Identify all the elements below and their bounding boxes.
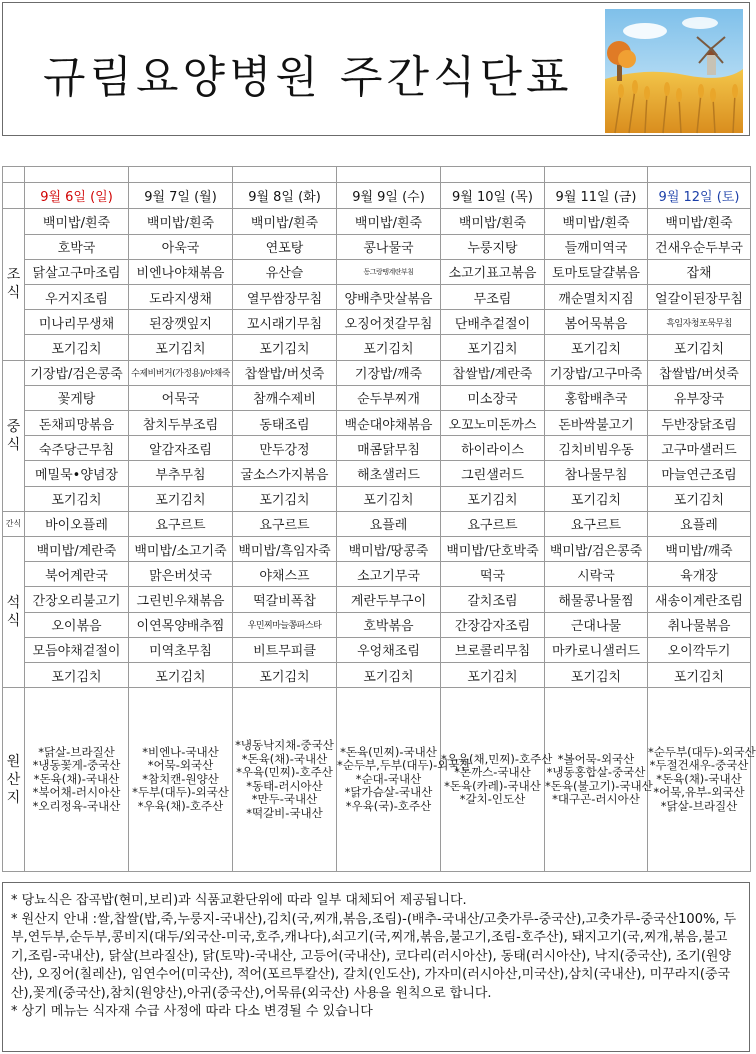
snack-item: 요플레 bbox=[337, 511, 441, 536]
note-origin-info: * 원산지 안내 :쌀,찹쌀(밥,죽,누룽지-국내산),김치(국,찌개,볶음,조림)-(배추-국내산/고춧가루-중국산),고춧가루-중국산100%, 두부,연두부,순두부,콩비지(대두/외국산-미국,호주,캐나다),쇠고기(국,찌개,볶음,불고기,조림-호주산), 돼지고기(국,찌개,볶음,불고기,조림-국내산), 닭살(브라질산), 닭(토막)-국내산, 고등어(국내산), 코다리(러시아산), 동태(러시아산), 낙지(중국산), 조기(원양산), 오징어(칠레산), 임연수어(미국산), 적어(포르투칼산), 갈치(인도산), 가자미(러시아산,미국산),삼치(국내산), 미꾸라지(중국산),꽃게(중국산),참치(원양산),아귀(중국산),어묵류(외국산) 사용을 원칙으로 합니다. bbox=[11, 911, 737, 1001]
menu-item: 비엔나야채볶음 bbox=[129, 259, 233, 284]
origin-entry: *돈육(채)-국내산 bbox=[656, 771, 742, 786]
breakfast-row bbox=[3, 209, 751, 234]
menu-item: 마늘연근조림 bbox=[648, 461, 751, 486]
menu-item: 잡채 bbox=[648, 259, 751, 284]
breakfast-row bbox=[3, 310, 751, 335]
menu-item: 미역초무침 bbox=[129, 637, 233, 662]
menu-item: 갈치조림 bbox=[441, 587, 545, 612]
origin-entry: *냉동꽃게-중국산 bbox=[32, 758, 121, 773]
menu-item: 백미밥/흰죽 bbox=[337, 209, 441, 234]
origin-entry: *냉동낙지채-중국산 bbox=[235, 738, 334, 753]
menu-item: 간장오리불고기 bbox=[25, 587, 129, 612]
menu-item: 근대나물 bbox=[545, 612, 648, 637]
menu-item: 우거지조림 bbox=[25, 284, 129, 309]
menu-item: 야채스프 bbox=[233, 562, 337, 587]
snack-item: 요구르트 bbox=[233, 511, 337, 536]
menu-item: 기장밥/고구마죽 bbox=[545, 360, 648, 385]
origin-entry: *순두부,두부(대두)-외국산 bbox=[337, 758, 471, 773]
lunch-row bbox=[3, 486, 751, 511]
snack-label: 간식 bbox=[3, 511, 25, 536]
menu-item: 하이라이스 bbox=[441, 436, 545, 461]
menu-item: 찹쌀밥/계란죽 bbox=[441, 360, 545, 385]
menu-item: 이연목양배추찜 bbox=[129, 612, 233, 637]
origin-entry: *두부(대두)-외국산 bbox=[132, 785, 229, 800]
menu-item: 간장감자조림 bbox=[441, 612, 545, 637]
day-header: 9월 7일 (월) bbox=[129, 183, 233, 209]
dinner-row bbox=[3, 562, 751, 587]
menu-item: 포기김치 bbox=[545, 486, 648, 511]
menu-item: 알감자조림 bbox=[129, 436, 233, 461]
menu-item: 그린샐러드 bbox=[441, 461, 545, 486]
menu-item: 누룽지탕 bbox=[441, 234, 545, 259]
origin-entry: *우육(채)-호주산 bbox=[137, 798, 224, 813]
menu-item: 부추무침 bbox=[129, 461, 233, 486]
header-banner bbox=[2, 2, 750, 136]
menu-item: 참치두부조림 bbox=[129, 410, 233, 435]
menu-item: 포기김치 bbox=[25, 663, 129, 688]
menu-item: 그린빈우채볶음 bbox=[129, 587, 233, 612]
menu-item: 열무쌈장무침 bbox=[233, 284, 337, 309]
menu-item: 백순대야채볶음 bbox=[337, 410, 441, 435]
menu-item: 육개장 bbox=[648, 562, 751, 587]
origin-list bbox=[648, 688, 756, 872]
day-header: 9월 9일 (수) bbox=[337, 183, 441, 209]
origin-entry: *닭가슴살-국내산 bbox=[344, 785, 433, 800]
menu-item: 찹쌀밥/버섯죽 bbox=[648, 360, 751, 385]
origin-list bbox=[441, 688, 553, 872]
menu-item: 참깨수제비 bbox=[233, 385, 337, 410]
menu-item: 백미밥/소고기죽 bbox=[129, 536, 233, 561]
menu-item: 돈채피망볶음 bbox=[25, 410, 129, 435]
origin-entry: *돈육(채)-국내산 bbox=[241, 751, 328, 766]
note-menu-change: * 상기 메뉴는 식자재 수급 사정에 따라 다소 변경될 수 있습니다 bbox=[11, 1004, 373, 1019]
lunch-row bbox=[3, 436, 751, 461]
spacer-row bbox=[3, 167, 751, 183]
menu-item: 오이깍두기 bbox=[648, 637, 751, 662]
dinner-row bbox=[3, 536, 751, 561]
lunch-row bbox=[3, 461, 751, 486]
spacer-cell bbox=[441, 167, 545, 183]
origin-entry: *냉동홍합살-중국산 bbox=[546, 765, 646, 780]
menu-item: 돈바싹불고기 bbox=[545, 410, 648, 435]
menu-item: 꽃게탕 bbox=[25, 385, 129, 410]
menu-item: 백미밥/흰죽 bbox=[25, 209, 129, 234]
snack-item: 요구르트 bbox=[441, 511, 545, 536]
origin-list bbox=[25, 688, 129, 872]
menu-item: 떡갈비폭찹 bbox=[233, 587, 337, 612]
menu-item: 새송이계란조림 bbox=[648, 587, 751, 612]
menu-item: 백미밥/검은콩죽 bbox=[545, 536, 648, 561]
menu-item: 도라지생채 bbox=[129, 284, 233, 309]
origin-row bbox=[3, 688, 751, 872]
menu-item: 모듬야채겉절이 bbox=[25, 637, 129, 662]
autumn-field-illustration bbox=[605, 9, 743, 133]
menu-item: 미나리무생채 bbox=[25, 310, 129, 335]
menu-item: 오꼬노미돈까스 bbox=[441, 410, 545, 435]
menu-item: 흑임자청포묵무침 bbox=[648, 310, 751, 335]
menu-item: 오이볶음 bbox=[25, 612, 129, 637]
menu-item: 포기김치 bbox=[545, 335, 648, 360]
menu-item: 메밀묵•양념장 bbox=[25, 461, 129, 486]
menu-item: 포기김치 bbox=[648, 663, 751, 688]
menu-item: 백미밥/흰죽 bbox=[233, 209, 337, 234]
corner-cell bbox=[3, 183, 25, 209]
menu-item: 백미밥/계란죽 bbox=[25, 536, 129, 561]
menu-item: 닭살고구마조림 bbox=[25, 259, 129, 284]
day-header: 9월 11일 (금) bbox=[545, 183, 648, 209]
breakfast-row bbox=[3, 284, 751, 309]
origin-entry: *갈치-인도산 bbox=[459, 792, 526, 807]
menu-item: 포기김치 bbox=[233, 335, 337, 360]
origin-entry: *떡갈비-국내산 bbox=[246, 805, 323, 820]
menu-item: 브로콜리무침 bbox=[441, 637, 545, 662]
dinner-row bbox=[3, 587, 751, 612]
lunch-label: 중 식 bbox=[3, 360, 25, 511]
menu-item: 기장밥/검은콩죽 bbox=[25, 360, 129, 385]
menu-item: 포기김치 bbox=[25, 486, 129, 511]
dinner-row bbox=[3, 637, 751, 662]
day-header: 9월 12일 (토) bbox=[648, 183, 751, 209]
menu-item: 찹쌀밥/버섯죽 bbox=[233, 360, 337, 385]
origin-entry: *우육(국)-호주산 bbox=[345, 798, 432, 813]
menu-item: 매콤닭무침 bbox=[337, 436, 441, 461]
menu-item: 양배추맛살볶음 bbox=[337, 284, 441, 309]
menu-item: 얼갈이된장무침 bbox=[648, 284, 751, 309]
snack-item: 바이오플레 bbox=[25, 511, 129, 536]
spacer-cell bbox=[337, 167, 441, 183]
menu-item: 어묵국 bbox=[129, 385, 233, 410]
dinner-row bbox=[3, 612, 751, 637]
dinner-row bbox=[3, 663, 751, 688]
menu-item: 비트무피클 bbox=[233, 637, 337, 662]
origin-entry: *돈까스-국내산 bbox=[454, 765, 531, 780]
menu-item: 들깨미역국 bbox=[545, 234, 648, 259]
menu-item: 취나물볶음 bbox=[648, 612, 751, 637]
origin-entry: *동태-러시아산 bbox=[246, 778, 323, 793]
origin-entry: *돈육(카레)-국내산 bbox=[444, 778, 541, 793]
menu-item: 김치비빔우동 bbox=[545, 436, 648, 461]
menu-item: 오징어젓갈무침 bbox=[337, 310, 441, 335]
menu-item: 토마토달걀볶음 bbox=[545, 259, 648, 284]
origin-list bbox=[233, 688, 337, 872]
menu-item: 콩나물국 bbox=[337, 234, 441, 259]
lunch-row bbox=[3, 360, 751, 385]
menu-item: 수제비버거(가정용)/야채죽 bbox=[129, 360, 233, 385]
menu-item: 깨순멸치지짐 bbox=[545, 284, 648, 309]
breakfast-row bbox=[3, 335, 751, 360]
lunch-row bbox=[3, 385, 751, 410]
menu-item: 해물콩나물찜 bbox=[545, 587, 648, 612]
menu-item: 고구마샐러드 bbox=[648, 436, 751, 461]
breakfast-label: 조 식 bbox=[3, 209, 25, 360]
origin-entry: *어묵-외국산 bbox=[147, 758, 214, 773]
menu-item: 포기김치 bbox=[648, 486, 751, 511]
lunch-row bbox=[3, 410, 751, 435]
origin-entry: *우육(채,민찌)-호주산 bbox=[441, 751, 553, 766]
menu-item: 백미밥/흰죽 bbox=[545, 209, 648, 234]
menu-item: 꼬시래기무침 bbox=[233, 310, 337, 335]
weekly-menu-table bbox=[2, 166, 756, 872]
menu-item: 백미밥/땅콩죽 bbox=[337, 536, 441, 561]
origin-entry: *닭살-브라질산 bbox=[38, 744, 115, 759]
menu-item: 기장밥/깨죽 bbox=[337, 360, 441, 385]
menu-item: 유산슬 bbox=[233, 259, 337, 284]
breakfast-row bbox=[3, 259, 751, 284]
origin-label: 원 산 지 bbox=[3, 688, 25, 872]
menu-item: 만두강정 bbox=[233, 436, 337, 461]
menu-item: 홍합배추국 bbox=[545, 385, 648, 410]
origin-entry: *우육(민찌)-호주산 bbox=[236, 765, 333, 780]
menu-item: 우민찌마늘쫑파스타 bbox=[233, 612, 337, 637]
menu-item: 소고기무국 bbox=[337, 562, 441, 587]
menu-item: 우엉채조림 bbox=[337, 637, 441, 662]
origin-entry: *돈육(불고기)-국내산 bbox=[545, 778, 653, 793]
dinner-label: 석 식 bbox=[3, 536, 25, 687]
menu-item: 무조림 bbox=[441, 284, 545, 309]
note-diabetic: * 당뇨식은 잡곡밥(현미,보리)과 식품교환단위에 따라 일부 대체되어 제공됩니다. bbox=[11, 893, 467, 908]
menu-item: 호박국 bbox=[25, 234, 129, 259]
spacer-cell bbox=[648, 167, 751, 183]
origin-entry: *돈육(민찌)-국내산 bbox=[340, 744, 437, 759]
origin-entry: *참치캔-원양산 bbox=[142, 771, 219, 786]
menu-item: 포기김치 bbox=[233, 663, 337, 688]
origin-entry: *어묵,유부-외국산 bbox=[653, 785, 745, 800]
menu-item: 포기김치 bbox=[441, 335, 545, 360]
menu-item: 맑은버섯국 bbox=[129, 562, 233, 587]
menu-item: 계란두부구이 bbox=[337, 587, 441, 612]
menu-item: 백미밥/단호박죽 bbox=[441, 536, 545, 561]
menu-item: 포기김치 bbox=[233, 486, 337, 511]
origin-entry: *대구곤-러시아산 bbox=[552, 792, 640, 807]
day-header: 9월 8일 (화) bbox=[233, 183, 337, 209]
spacer-cell bbox=[233, 167, 337, 183]
menu-item: 봄어묵볶음 bbox=[545, 310, 648, 335]
origin-list bbox=[545, 688, 653, 872]
menu-item: 포기김치 bbox=[129, 486, 233, 511]
origin-entry: *순두부(대두)-외국산 bbox=[648, 744, 756, 759]
menu-item: 백미밥/흑임자죽 bbox=[233, 536, 337, 561]
origin-entry: *돈육(채)-국내산 bbox=[33, 771, 120, 786]
menu-item: 단배추겉절이 bbox=[441, 310, 545, 335]
spacer-cell bbox=[545, 167, 648, 183]
menu-item: 연포탕 bbox=[233, 234, 337, 259]
menu-item: 순두부찌개 bbox=[337, 385, 441, 410]
spacer-cell bbox=[25, 167, 129, 183]
menu-item: 굴소스가지볶음 bbox=[233, 461, 337, 486]
origin-entry: *오리정육-국내산 bbox=[32, 798, 121, 813]
menu-item: 해초샐러드 bbox=[337, 461, 441, 486]
menu-item: 동그랑땡계란부침 bbox=[337, 259, 441, 284]
menu-item: 시락국 bbox=[545, 562, 648, 587]
origin-entry: *순대-국내산 bbox=[355, 771, 422, 786]
menu-item: 포기김치 bbox=[337, 663, 441, 688]
origin-list bbox=[129, 688, 233, 872]
menu-item: 백미밥/흰죽 bbox=[441, 209, 545, 234]
menu-item: 포기김치 bbox=[337, 335, 441, 360]
notes-section bbox=[2, 882, 750, 1052]
menu-item: 두반장닭조림 bbox=[648, 410, 751, 435]
snack-item: 요구르트 bbox=[129, 511, 233, 536]
menu-item: 호박볶음 bbox=[337, 612, 441, 637]
page-title: 규림요양병원 주간식단표 bbox=[43, 52, 573, 103]
menu-item: 숙주당근무침 bbox=[25, 436, 129, 461]
snack-item: 요플레 bbox=[648, 511, 751, 536]
menu-item: 마카로니샐러드 bbox=[545, 637, 648, 662]
menu-item: 아욱국 bbox=[129, 234, 233, 259]
menu-item: 동태조림 bbox=[233, 410, 337, 435]
origin-entry: *비엔나-국내산 bbox=[142, 744, 219, 759]
spacer-cell bbox=[3, 167, 25, 183]
menu-item: 소고기표고볶음 bbox=[441, 259, 545, 284]
breakfast-row bbox=[3, 234, 751, 259]
menu-item: 백미밥/흰죽 bbox=[129, 209, 233, 234]
menu-item: 북어계란국 bbox=[25, 562, 129, 587]
snack-row bbox=[3, 511, 751, 536]
menu-item: 미소장국 bbox=[441, 385, 545, 410]
origin-entry: *닭살-브라질산 bbox=[660, 798, 738, 813]
menu-item: 포기김치 bbox=[441, 663, 545, 688]
day-header: 9월 6일 (일) bbox=[25, 183, 129, 209]
menu-item: 포기김치 bbox=[129, 335, 233, 360]
menu-item: 유부장국 bbox=[648, 385, 751, 410]
spacer-cell bbox=[129, 167, 233, 183]
origin-entry: *두절건새우-중국산 bbox=[649, 758, 749, 773]
menu-item: 백미밥/흰죽 bbox=[648, 209, 751, 234]
day-header: 9월 10일 (목) bbox=[441, 183, 545, 209]
origin-list bbox=[337, 688, 471, 872]
snack-item: 요구르트 bbox=[545, 511, 648, 536]
menu-item: 포기김치 bbox=[337, 486, 441, 511]
menu-item: 떡국 bbox=[441, 562, 545, 587]
menu-item: 포기김치 bbox=[25, 335, 129, 360]
menu-item: 포기김치 bbox=[441, 486, 545, 511]
origin-entry: *볼어묵-외국산 bbox=[557, 751, 635, 766]
menu-item: 된장깻잎지 bbox=[129, 310, 233, 335]
menu-item: 포기김치 bbox=[129, 663, 233, 688]
menu-item: 포기김치 bbox=[545, 663, 648, 688]
menu-item: 포기김치 bbox=[648, 335, 751, 360]
day-header-row bbox=[3, 183, 751, 209]
menu-item: 건새우순두부국 bbox=[648, 234, 751, 259]
menu-item: 참나물무침 bbox=[545, 461, 648, 486]
origin-entry: *북어채-러시아산 bbox=[32, 785, 121, 800]
menu-item: 백미밥/깨죽 bbox=[648, 536, 751, 561]
origin-entry: *만두-국내산 bbox=[251, 792, 318, 807]
